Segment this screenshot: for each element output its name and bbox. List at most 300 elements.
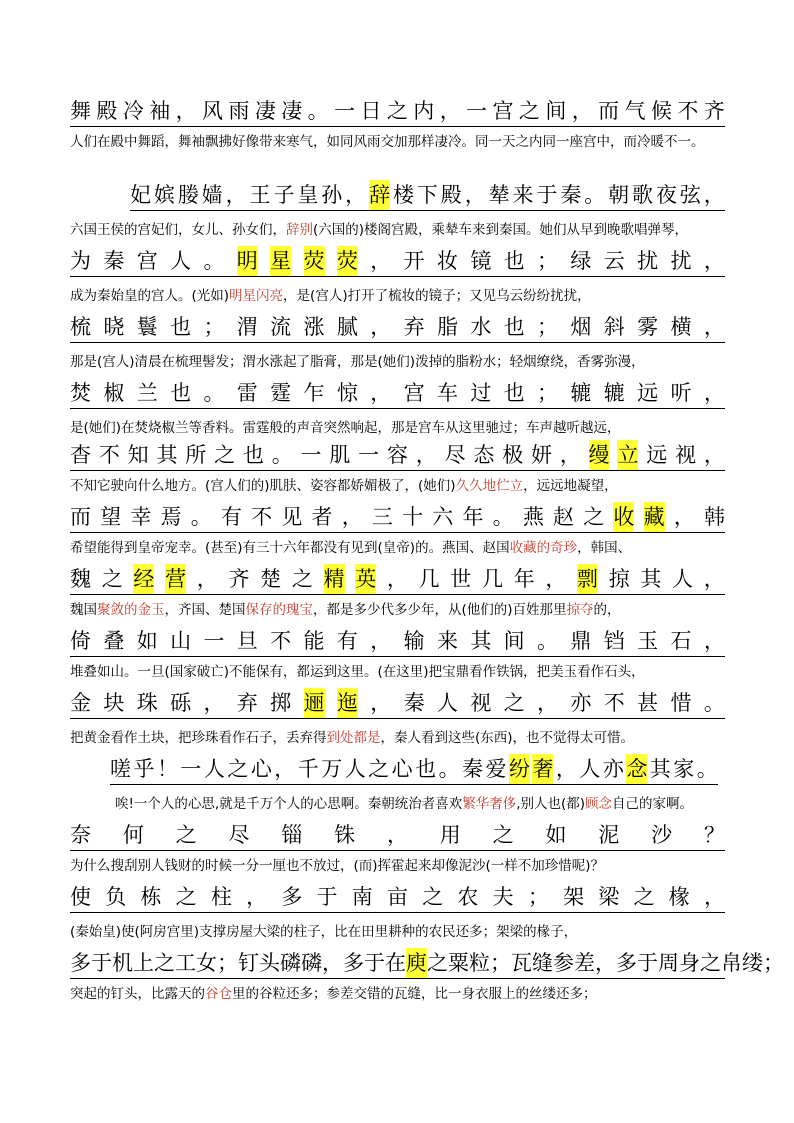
text-char: 弃: [236, 691, 258, 715]
highlighted-char: 辞: [369, 180, 390, 210]
text-char: 宫: [403, 381, 425, 405]
text-char: 负: [105, 885, 127, 909]
text-char: 一: [203, 629, 225, 653]
original-text-line: [70, 502, 725, 533]
highlighted-char: 立: [617, 440, 638, 470]
original-text-line: [70, 820, 725, 851]
text-char: ，: [703, 381, 725, 405]
text-char: 心: [250, 757, 272, 781]
original-text-line: [70, 312, 725, 343]
text-char: 凄: [281, 99, 303, 123]
text-char: 之: [518, 99, 540, 123]
text-char: 也: [503, 381, 525, 405]
text-char: 千: [297, 757, 319, 781]
text-char: 金: [70, 691, 91, 715]
text-char: 之: [214, 443, 236, 467]
translation-line: [70, 130, 730, 154]
text-char: 风: [202, 99, 224, 123]
text-char: 知: [127, 443, 149, 467]
text-char: 镜: [470, 249, 492, 273]
text-char: 斜: [603, 315, 625, 339]
text-char: 媵: [177, 183, 199, 207]
text-char: 万: [321, 757, 343, 781]
highlighted-char: 庾: [406, 948, 427, 978]
text-char: 块: [103, 691, 125, 715]
text-char: 见: [281, 505, 303, 529]
translation-text: ，秦人看到这些(东西)，也不觉得太可惜。: [380, 730, 635, 746]
text-char: 来: [512, 183, 534, 207]
text-char: 冷: [122, 99, 144, 123]
text-char: 机: [112, 951, 133, 975]
translation-line: [70, 660, 730, 684]
highlighted-char: 剽: [577, 564, 598, 594]
text-char: 锱: [281, 823, 303, 847]
text-char: 不: [251, 505, 273, 529]
text-char: 内: [413, 99, 435, 123]
text-char: 砾: [170, 691, 192, 715]
text-char: 之: [492, 823, 514, 847]
key-translation: 繁华奢侈: [462, 796, 517, 812]
text-char: 扰: [637, 249, 659, 273]
text-char: 妍: [531, 443, 552, 467]
highlighted-char: 收: [613, 502, 634, 532]
key-translation: 辞别: [286, 222, 313, 238]
text-char: 一: [300, 443, 322, 467]
text-char: 歌: [632, 183, 654, 207]
text-char: ！: [156, 757, 178, 781]
text-char: 爱: [485, 757, 507, 781]
translation-text: 是(她们)在焚烧椒兰等香料。雷霆般的声音突然响起，那是宫车从这里驰过；车声越听越远，: [70, 420, 621, 436]
text-char: 栋: [140, 885, 162, 909]
translation-line: [70, 536, 730, 560]
text-char: ，: [246, 885, 268, 909]
text-char: 架: [563, 885, 585, 909]
text-char: ，: [703, 567, 725, 591]
text-char: 。: [703, 691, 725, 715]
translation-text: 为什么搜刮别人钱财的时候一分一厘也不放过，(而)挥霍起来却像泥沙(一样不加珍惜呢)？: [70, 858, 605, 874]
text-char: 绿: [570, 249, 592, 273]
text-char: 年: [462, 505, 484, 529]
translation-line: [70, 726, 730, 750]
text-char: 多: [343, 951, 364, 975]
translation-text: 把黄金看作土块，把珍珠看作石子，丢弃得: [70, 730, 327, 746]
original-text-line: [110, 754, 718, 785]
text-char: 于: [637, 951, 658, 975]
translation-text: 不知它驶向什么地方。(宫人们的)肌肤、姿容都娇媚极了，(她们): [70, 478, 456, 494]
highlighted-char: 营: [165, 564, 186, 594]
text-char: ，: [175, 99, 197, 123]
translation-line: [70, 598, 730, 622]
text-char: 工: [175, 951, 196, 975]
highlighted-char: 缦: [589, 440, 610, 470]
text-char: 皇: [297, 183, 319, 207]
text-char: ，: [370, 249, 392, 273]
text-char: 瓦: [511, 951, 532, 975]
original-text-line: [70, 626, 725, 657]
text-char: 沙: [651, 823, 673, 847]
text-char: 而: [598, 99, 620, 123]
translation-line: [70, 854, 730, 878]
text-char: 幸: [130, 505, 152, 529]
text-char: ，: [386, 567, 408, 591]
text-char: 之: [386, 99, 408, 123]
text-char: 楼: [392, 183, 414, 207]
text-char: ，: [571, 99, 593, 123]
translation-line: [70, 920, 730, 944]
text-char: 人: [170, 249, 192, 273]
text-char: 其: [470, 629, 492, 653]
text-char: 叠: [103, 629, 125, 653]
text-char: ，: [555, 757, 577, 781]
text-char: 殿: [440, 183, 462, 207]
text-char: 殿: [96, 99, 118, 123]
text-char: 其: [649, 757, 671, 781]
text-char: 一: [334, 99, 356, 123]
text-char: ，: [196, 567, 218, 591]
text-char: 磷: [301, 951, 322, 975]
original-text-line: [70, 948, 784, 979]
text-char: 之: [101, 567, 123, 591]
translation-text: 希望能得到皇帝宠幸。(甚至)有三十六年都没有见到(皇帝)的。燕国、赵国: [70, 540, 510, 556]
text-char: 家: [673, 757, 695, 781]
text-char: 极: [502, 443, 524, 467]
original-text-line: [70, 882, 725, 913]
text-char: 亦: [602, 757, 624, 781]
text-char: ；: [537, 315, 559, 339]
text-char: 水: [470, 315, 492, 339]
text-char: 涨: [303, 315, 325, 339]
text-char: 泥: [598, 823, 620, 847]
text-char: ，: [203, 691, 225, 715]
text-char: 如: [136, 629, 158, 653]
text-char: 袖: [149, 99, 171, 123]
text-char: ，: [703, 183, 725, 207]
original-text-line: [130, 180, 725, 211]
text-char: ，: [703, 629, 725, 653]
text-char: ；: [203, 315, 225, 339]
text-char: 参: [553, 951, 574, 975]
text-char: ，: [673, 505, 695, 529]
text-char: ，: [370, 629, 392, 653]
text-char: 宫: [492, 99, 514, 123]
text-char: 辇: [488, 183, 510, 207]
text-char: 韩: [703, 505, 725, 529]
text-char: ，: [703, 249, 725, 273]
text-char: 其: [156, 443, 178, 467]
text-char: 晓: [103, 315, 125, 339]
key-translation: 明星闪亮: [229, 288, 284, 304]
text-char: ，: [225, 183, 247, 207]
highlighted-char: 奢: [532, 754, 553, 784]
translation-line: [70, 416, 730, 440]
text-char: ，: [559, 443, 581, 467]
text-char: 来: [436, 629, 458, 653]
highlighted-char: 念: [626, 754, 647, 784]
text-char: 之: [227, 757, 249, 781]
highlighted-char: 纷: [509, 754, 530, 784]
text-char: 世: [450, 567, 472, 591]
original-text-line: [70, 246, 725, 277]
text-char: 态: [473, 443, 495, 467]
text-char: 于: [536, 183, 558, 207]
text-char: 车: [436, 381, 458, 405]
text-char: ，: [370, 381, 392, 405]
text-char: 上: [133, 951, 154, 975]
text-char: ，: [370, 315, 392, 339]
text-char: 听: [670, 381, 692, 405]
text-char: 横: [670, 315, 692, 339]
text-char: 间: [545, 99, 567, 123]
key-translation: 掠夺: [566, 602, 594, 618]
text-char: 赵: [553, 505, 574, 529]
text-char: ？: [703, 823, 725, 847]
text-char: 之: [368, 757, 390, 781]
text-char: 朝: [608, 183, 630, 207]
text-char: 。: [203, 381, 225, 405]
text-char: 望: [100, 505, 122, 529]
text-char: 年: [513, 567, 535, 591]
text-char: 下: [416, 183, 438, 207]
text-char: 有: [220, 505, 242, 529]
translation-text: 那是(宫人)清晨在梳理髻发；渭水涨起了脂膏，那是(她们)泼掉的脂粉水；轻烟缭绕，香雾弥漫，: [70, 354, 645, 370]
text-char: ；: [537, 381, 559, 405]
text-char: ，: [545, 567, 567, 591]
text-char: 头: [259, 951, 280, 975]
text-char: 惜: [670, 691, 692, 715]
text-char: 多: [281, 885, 303, 909]
text-char: 亦: [570, 691, 592, 715]
text-char: 之: [422, 885, 444, 909]
text-char: ，: [370, 691, 392, 715]
text-char: 多: [616, 951, 637, 975]
text-char: 霆: [270, 381, 292, 405]
text-char: 所: [185, 443, 207, 467]
highlighted-char: 荧: [337, 246, 358, 276]
text-char: 宫: [136, 249, 158, 273]
text-char: 嫱: [201, 183, 223, 207]
text-char: 也: [170, 381, 192, 405]
text-char: 南: [351, 885, 373, 909]
text-char: 之: [154, 951, 175, 975]
text-char: 。: [271, 443, 293, 467]
text-char: 之: [583, 505, 605, 529]
text-char: 腻: [336, 315, 358, 339]
text-char: 气: [624, 99, 646, 123]
text-char: 于: [364, 951, 385, 975]
text-char: 。: [190, 505, 212, 529]
text-char: 身: [679, 951, 700, 975]
key-translation: 聚敛的金玉: [97, 602, 165, 618]
text-char: 秦: [462, 757, 484, 781]
highlighted-char: 明: [237, 246, 258, 276]
text-char: 钉: [238, 951, 259, 975]
text-char: 嫔: [153, 183, 175, 207]
text-char: 掠: [608, 567, 630, 591]
highlighted-char: 逦: [304, 688, 325, 718]
text-char: 日: [360, 99, 382, 123]
text-char: 夜: [655, 183, 677, 207]
text-char: 缕: [742, 951, 763, 975]
text-char: 几: [418, 567, 440, 591]
text-char: 流: [270, 315, 292, 339]
text-char: 远: [646, 443, 668, 467]
original-text-line: [70, 564, 725, 595]
text-char: 一: [358, 443, 380, 467]
text-char: ；: [527, 885, 549, 909]
text-char: 不: [270, 629, 292, 653]
text-char: 。: [584, 183, 606, 207]
text-char: ；: [537, 249, 559, 273]
highlighted-char: 星: [270, 246, 291, 276]
original-text-line: [70, 440, 725, 471]
text-char: 焚: [70, 381, 91, 405]
text-char: 掷: [270, 691, 292, 715]
text-char: 乍: [303, 381, 325, 405]
text-char: 鬟: [136, 315, 158, 339]
text-char: 视: [675, 443, 697, 467]
text-char: 扰: [670, 249, 692, 273]
key-translation: 谷仓: [205, 986, 232, 1002]
text-char: 容: [386, 443, 408, 467]
text-char: 也: [503, 315, 525, 339]
text-char: 甚: [637, 691, 659, 715]
text-char: 粟: [448, 951, 469, 975]
text-char: 。: [696, 757, 718, 781]
text-char: 能: [303, 629, 325, 653]
text-char: 秦: [103, 249, 125, 273]
text-char: 用: [439, 823, 461, 847]
text-char: 石: [670, 629, 692, 653]
text-char: 心: [391, 757, 413, 781]
text-char: 鼎: [570, 629, 592, 653]
text-char: 亩: [386, 885, 408, 909]
text-char: 脂: [436, 315, 458, 339]
text-char: 焉: [160, 505, 182, 529]
text-char: 其: [640, 567, 662, 591]
text-char: 嗟: [110, 757, 131, 781]
text-char: 妃: [130, 183, 151, 207]
text-char: 人: [672, 567, 694, 591]
text-char: 杳: [70, 443, 91, 467]
translation-line: [70, 284, 730, 308]
text-char: 如: [545, 823, 567, 847]
text-char: ，: [703, 885, 725, 909]
text-char: 于: [91, 951, 112, 975]
text-char: 椽: [668, 885, 690, 909]
translation-line: [70, 474, 730, 498]
text-char: ，: [386, 823, 408, 847]
text-char: 秦: [403, 691, 425, 715]
text-char: 梳: [70, 315, 91, 339]
text-char: 磷: [280, 951, 301, 975]
text-char: ，: [464, 183, 486, 207]
highlighted-char: 藏: [644, 502, 665, 532]
text-char: ，: [537, 691, 559, 715]
text-char: 在: [385, 951, 406, 975]
text-char: ，: [341, 505, 363, 529]
text-char: 也: [503, 249, 525, 273]
text-char: 倚: [70, 629, 91, 653]
text-char: 人: [344, 757, 366, 781]
translation-text: 魏国: [70, 602, 97, 618]
text-char: 齐: [228, 567, 250, 591]
text-char: ，: [274, 757, 296, 781]
translation-text: 自己的家啊。: [612, 796, 694, 812]
translation-text: ，远远地凝望，: [523, 478, 618, 494]
text-char: ，: [703, 315, 725, 339]
translation-text: 突起的钉头，比露天的: [70, 986, 205, 1002]
key-translation: 保存的瑰宝: [245, 602, 313, 618]
translation-text: ，齐国、楚国: [164, 602, 246, 618]
text-char: 不: [677, 99, 699, 123]
text-char: 烟: [570, 315, 592, 339]
translation-text: ，韩国、: [577, 540, 632, 556]
text-char: 之: [291, 567, 313, 591]
text-char: 尽: [444, 443, 466, 467]
text-char: 椒: [103, 381, 125, 405]
text-char: 人: [203, 757, 225, 781]
text-char: 之: [700, 951, 721, 975]
text-char: 肌: [329, 443, 351, 467]
text-char: 奈: [70, 823, 91, 847]
text-char: 人: [436, 691, 458, 715]
text-char: 孙: [321, 183, 343, 207]
text-char: ，: [439, 99, 461, 123]
text-char: 六: [432, 505, 454, 529]
text-char: 弃: [403, 315, 425, 339]
text-char: 十: [402, 505, 424, 529]
text-char: 燕: [522, 505, 544, 529]
text-char: 为: [70, 249, 91, 273]
key-translation: 到处都是: [326, 730, 381, 746]
text-char: 之: [633, 885, 655, 909]
text-char: 有: [336, 629, 358, 653]
text-char: 粒: [469, 951, 490, 975]
text-char: 缝: [532, 951, 553, 975]
text-char: 者: [311, 505, 333, 529]
text-char: 齐: [703, 99, 725, 123]
text-char: 雨: [228, 99, 250, 123]
highlighted-char: 经: [133, 564, 154, 594]
translation-text: ,别人也(都): [516, 796, 586, 812]
text-char: 云: [603, 249, 625, 273]
text-char: 雾: [637, 315, 659, 339]
text-char: 旦: [236, 629, 258, 653]
text-char: ，: [595, 951, 616, 975]
text-char: 凄: [254, 99, 276, 123]
text-char: ；: [763, 951, 784, 975]
text-char: 而: [70, 505, 91, 529]
text-char: 候: [650, 99, 672, 123]
text-char: 人: [579, 757, 601, 781]
key-translation: 收藏的奇珍: [509, 540, 578, 556]
text-char: 帛: [721, 951, 742, 975]
text-char: 周: [658, 951, 679, 975]
text-char: 魏: [70, 567, 91, 591]
text-char: 。: [203, 249, 225, 273]
text-char: 不: [603, 691, 625, 715]
text-char: 妆: [436, 249, 458, 273]
text-char: 惊: [336, 381, 358, 405]
translation-text: 的，: [593, 602, 621, 618]
text-char: 尽: [228, 823, 250, 847]
text-char: 夫: [492, 885, 514, 909]
text-char: 开: [403, 249, 425, 273]
text-char: 也: [170, 315, 192, 339]
translation-text: 里的谷粒还多；参差交错的瓦缝，比一身衣服上的丝缕还多；: [232, 986, 597, 1002]
text-char: 弦: [679, 183, 701, 207]
translation-text: ，是(宫人)打开了梳妆的镜子；又见乌云纷纷扰扰，: [283, 288, 591, 304]
